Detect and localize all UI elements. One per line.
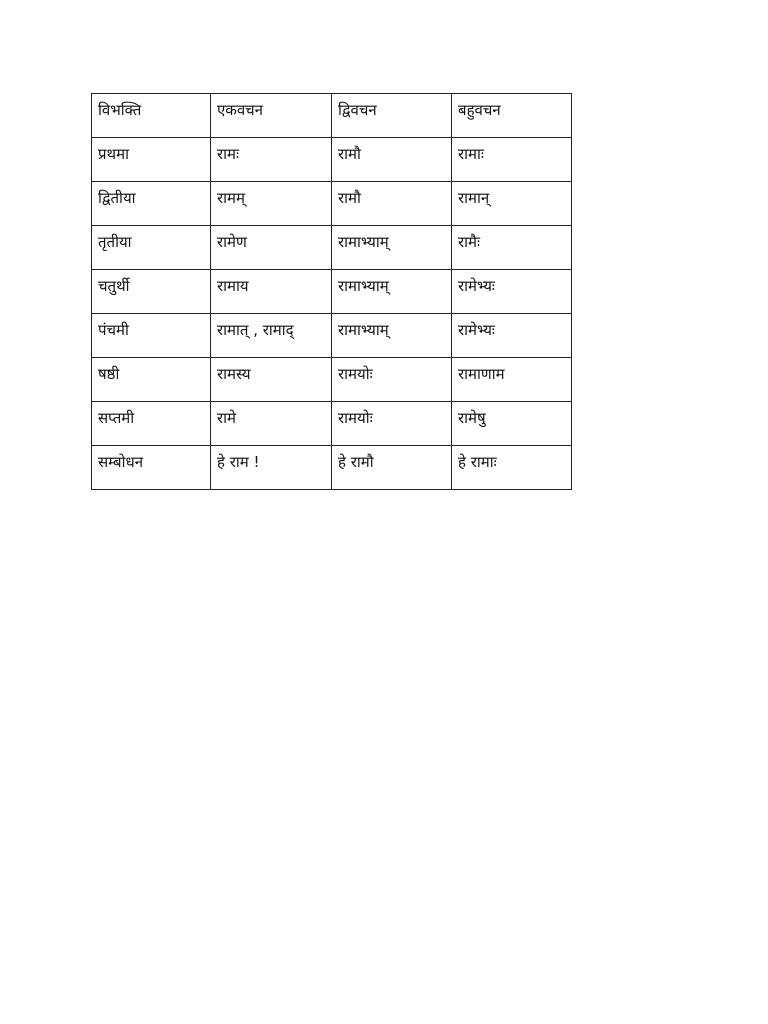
- singular-cell: रामम्: [211, 182, 332, 226]
- plural-cell: हे रामाः: [452, 446, 572, 490]
- declension-table: [91, 93, 572, 490]
- table-row: [92, 446, 572, 490]
- singular-cell: रामस्य: [211, 358, 332, 402]
- dual-cell: रामौ: [332, 138, 452, 182]
- case-name-cell: षष्ठी: [92, 358, 211, 402]
- singular-cell: रामाय: [211, 270, 332, 314]
- plural-cell: रामाः: [452, 138, 572, 182]
- case-name-cell: तृतीया: [92, 226, 211, 270]
- table-header-row: [92, 94, 572, 138]
- case-name-cell: द्वितीया: [92, 182, 211, 226]
- header-cell-singular: एकवचन: [211, 94, 332, 138]
- table-row: [92, 226, 572, 270]
- dual-cell: रामाभ्याम्: [332, 270, 452, 314]
- plural-cell: रामेभ्यः: [452, 314, 572, 358]
- table-row: [92, 402, 572, 446]
- dual-cell: रामाभ्याम्: [332, 226, 452, 270]
- dual-cell: रामौ: [332, 182, 452, 226]
- case-name-cell: पंचमी: [92, 314, 211, 358]
- case-name-cell: प्रथमा: [92, 138, 211, 182]
- plural-cell: रामेषु: [452, 402, 572, 446]
- table-row: [92, 358, 572, 402]
- table-row: [92, 314, 572, 358]
- case-name-cell: सप्तमी: [92, 402, 211, 446]
- singular-cell: रामेण: [211, 226, 332, 270]
- header-cell-dual: द्विवचन: [332, 94, 452, 138]
- singular-cell: रामः: [211, 138, 332, 182]
- header-cell-case: विभक्ति: [92, 94, 211, 138]
- singular-cell: रामे: [211, 402, 332, 446]
- dual-cell: रामयोः: [332, 358, 452, 402]
- plural-cell: रामेभ्यः: [452, 270, 572, 314]
- case-name-cell: चतुर्थी: [92, 270, 211, 314]
- plural-cell: रामैः: [452, 226, 572, 270]
- dual-cell: रामाभ्याम्: [332, 314, 452, 358]
- plural-cell: रामान्: [452, 182, 572, 226]
- table-row: [92, 270, 572, 314]
- singular-cell: रामात् , रामाद्: [211, 314, 332, 358]
- dual-cell: हे रामौ: [332, 446, 452, 490]
- table-row: [92, 182, 572, 226]
- plural-cell: रामाणाम: [452, 358, 572, 402]
- header-cell-plural: बहुवचन: [452, 94, 572, 138]
- singular-cell: हे राम !: [211, 446, 332, 490]
- case-name-cell: सम्बोधन: [92, 446, 211, 490]
- table-row: [92, 138, 572, 182]
- dual-cell: रामयोः: [332, 402, 452, 446]
